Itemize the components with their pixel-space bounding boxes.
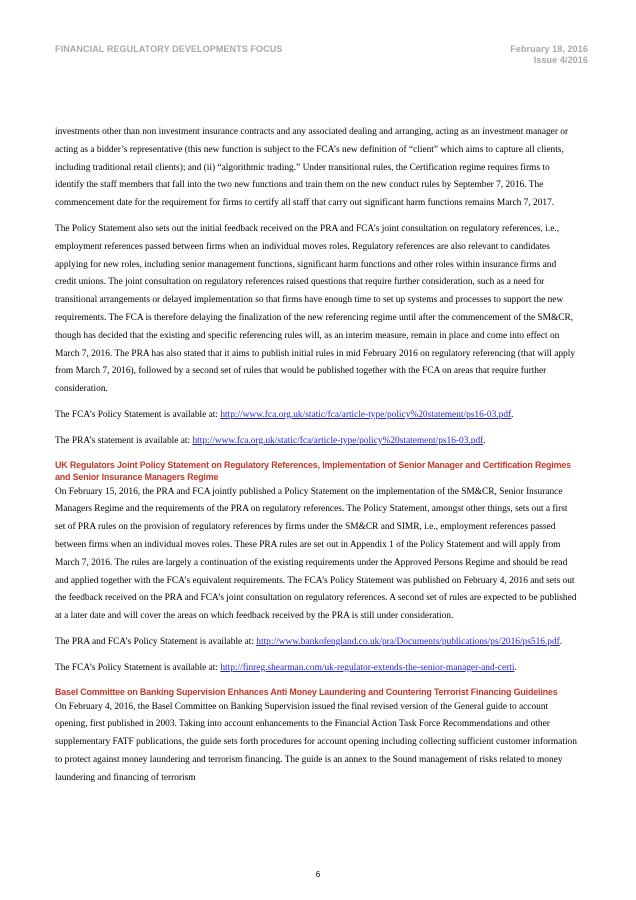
link-intro: The PRA and FCA’s Policy Statement is available at:: [55, 636, 257, 647]
link-intro: The FCA’s Policy Statement is available at:: [55, 409, 221, 420]
pra-statement-link[interactable]: http://www.fca.org.uk/static/fca/article-type/policy%20statement/ps16-03.pdf: [192, 435, 484, 446]
shearman-article-link[interactable]: http://finreg.shearman.com/uk-regulator-extends-the-senior-manager-and-certi: [220, 662, 515, 673]
running-header-title: FINANCIAL REGULATORY DEVELOPMENTS FOCUS: [55, 44, 283, 54]
header-issue: Issue 4/2016: [533, 55, 588, 65]
boe-policy-link[interactable]: http://www.bankofengland.co.uk/pra/Documents/publications/ps/2016/ps516.pdf: [256, 636, 560, 647]
header-date: February 18, 2016: [510, 44, 588, 54]
link-intro: The FCA’s Policy Statement is available at:: [55, 662, 221, 673]
punctuation: .: [511, 409, 514, 420]
section-heading: UK Regulators Joint Policy Statement on Regulatory References, Implementation of Senior Manager and Certification Regimes and Senior Insurance Managers Regime: [55, 459, 571, 482]
paragraph-shearman-link: [55, 660, 577, 678]
fca-policy-link[interactable]: http://www.fca.org.uk/static/fca/article-type/policy%20statement/ps16-03.pdf: [220, 409, 512, 420]
link-intro: The PRA’s statement is available at:: [55, 435, 193, 446]
punctuation: .: [559, 636, 563, 647]
page-number: 6: [315, 870, 321, 879]
paragraph: The Policy Statement also sets out the initial feedback received on the PRA and FCA’s joint consultation on regulatory references, i.e., employment references passed between firms when an individual moves roles. Regulatory references are also relevant to candidates applying for new roles, including senior management functions, significant harm functions and other roles within insurance firms and credit unions. The joint consultation on regulatory references raised questions that require further consideration, such as a need for transitional arrangements or delayed implementation so that firms have enough time to set up systems and processes to support the new requirements. The FCA is therefore delaying the finalization of the new referencing regime until after the commencement of the SM&CR, though has decided that the existing and specific referencing rules will, as an interim measure, remain in place and come into effect on March 7, 2016. The PRA has also stated that it aims to publish initial rules in mid February 2016 on regulatory referencing (that will apply from March 7, 2016), followed by a second set of rules that would be published together with the FCA on areas that require further consideration.: [55, 223, 576, 395]
paragraph: On February 15, 2016, the PRA and FCA jointly published a Policy Statement on the implementation of the SM&CR, Senior Insurance Managers Regime and the requirements of the PRA on regulatory references. The Policy Statement, amongst other things, sets out a first set of PRA rules on the provision of regulatory references by firms under the SM&CR and SIMR, i.e., employment references passed between firms when an individual moves roles. These PRA rules are set out in Appendix 1 of the Policy Statement and will apply from March 7, 2016. The rules are largely a continuation of the existing requirements under the Approved Persons Regime and should be read and applied together with the FCA’s equivalent requirements. The FCA’s Policy Statement was published on February 4, 2016 and sets out the feedback received on the PRA and FCA’s joint consultation on regulatory references. A second set of rules are expected to be published at a later date and will cover the areas on which feedback received by the PRA is still under consideration.: [55, 486, 577, 622]
article-body: [55, 124, 577, 796]
paragraph-fca-link: [55, 407, 577, 425]
punctuation: .: [514, 662, 517, 673]
running-header-meta: [510, 44, 588, 66]
paragraph-boe-link: [55, 634, 577, 652]
paragraph: investments other than non investment insurance contracts and any associated dealing and arranging, acting as an investment manager or acting as a bidder’s representative (this new function is subject to the FCA’s new definition of “client” which aims to capture all clients, including traditional retail clients); and (ii) “algorithmic trading.” Under transitional rules, the Certification regime requires firms to identify the staff members that fall into the two new functions and train them on the new conduct rules by September 7, 2016. The commencement date for the requirement for firms to certify all staff that carry out significant harm functions remains March 7, 2017.: [55, 127, 569, 209]
section-heading: Basel Committee on Banking Supervision Enhances Anti Money Laundering and Countering Terrorist Financing Guidelines: [55, 686, 558, 697]
paragraph: On February 4, 2016, the Basel Committee on Banking Supervision issued the final revised version of the General guide to account opening, first published in 2003. Taking into account enhancements to the Financial Action Task Force Recommendations and other supplementary FATF publications, the guide sets forth procedures for account opening including collecting sufficient customer information to protect against money laundering and terrorism financing. The guide is an annex to the Sound management of risks related to money laundering and financing of terrorism: [55, 701, 577, 783]
paragraph-pra-link: [55, 433, 577, 451]
punctuation: .: [483, 435, 486, 446]
